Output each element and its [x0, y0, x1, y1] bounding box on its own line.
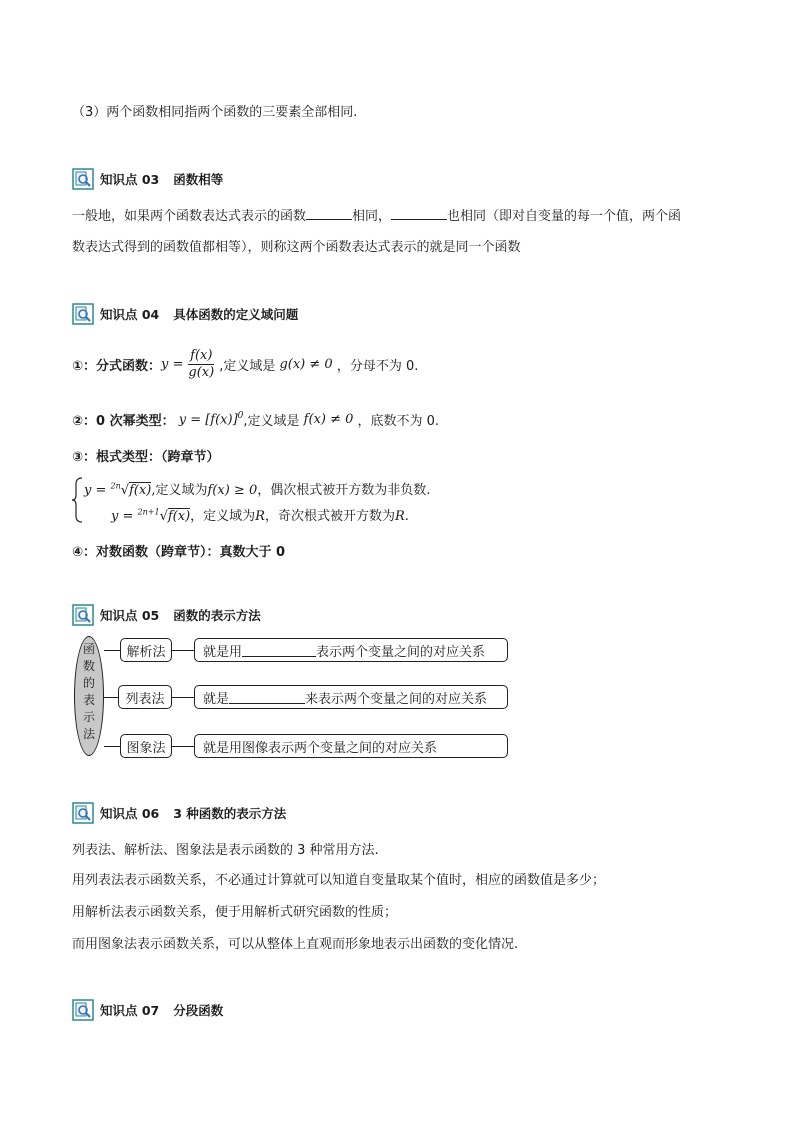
method-name-box: [120, 638, 172, 662]
section-label: 知识点 06: [100, 806, 160, 821]
section-heading-05: [72, 603, 261, 627]
methods-line-2: 用列表法表示函数关系，不必通过计算就可以知道自变量取某个值时，相应的函数值是多少；: [72, 873, 606, 888]
fill-blank[interactable]: [242, 644, 316, 657]
method-desc-box: [194, 685, 508, 709]
connector-line: [104, 697, 118, 698]
connector-line: [172, 650, 194, 651]
item-label: ②：0 次幂类型：: [72, 413, 175, 429]
section-title: 分段函数: [173, 1003, 224, 1018]
knowledge-magnifier-icon: [72, 604, 94, 626]
connector-line: [104, 650, 120, 651]
section-label: 知识点 04: [100, 307, 160, 322]
radical-case-odd: y = $^{2n+1}$√f(x)，定义域为R，奇次根式被开方数为R.: [111, 507, 409, 524]
method-desc-box: [194, 734, 508, 758]
knowledge-magnifier-icon: [72, 168, 94, 190]
text: ，分母不为 0.: [336, 358, 419, 374]
desc-text: 表示两个变量之间的对应关系: [316, 644, 486, 660]
method-name: 解析法: [126, 644, 166, 660]
text: ，奇次根式被开方数为: [264, 509, 395, 524]
fill-blank[interactable]: [306, 207, 352, 220]
center-char: 数: [82, 659, 95, 673]
left-brace: [72, 476, 84, 524]
diagram-center-label: [74, 641, 104, 743]
text: 相同，: [352, 209, 392, 224]
knowledge-magnifier-icon: [72, 999, 94, 1021]
radical-case-even: y = $^{2n}$√f(x),定义域为f(x) ≥ 0，偶次根式被开方数为非负数.: [84, 481, 431, 498]
method-name-box: [120, 734, 172, 758]
method-name: 图象法: [126, 740, 166, 756]
methods-line-4: 而用图象法表示函数关系，可以从整体上直观而形象地表示出函数的变化情况.: [72, 937, 519, 952]
connector-line: [172, 746, 194, 747]
knowledge-magnifier-icon: [72, 303, 94, 325]
section-heading-06: [72, 801, 286, 825]
center-char: 的: [82, 676, 95, 690]
text: 也相同（即对自变量的每一个值，两个函: [447, 209, 682, 224]
desc-text: 来表示两个变量之间的对应关系: [305, 691, 488, 707]
knowledge-magnifier-icon: [72, 802, 94, 824]
section-heading-03: [72, 167, 223, 191]
center-char: 示: [82, 710, 95, 724]
section-title: 函数相等: [173, 172, 224, 187]
section-heading-07: [72, 998, 223, 1022]
fill-blank[interactable]: [391, 207, 447, 220]
text: ，定义域为: [190, 509, 256, 524]
intro-item: （3）两个函数相同指两个函数的三要素全部相同.: [72, 105, 358, 120]
section-heading-04: [72, 302, 298, 326]
domain-item-fraction: [72, 344, 418, 384]
method-desc-box: [194, 638, 508, 662]
center-char: 函: [82, 642, 95, 656]
formula: $y = [f(x)]^0$: [174, 410, 244, 428]
formula: g(x) ≠ 0: [275, 356, 337, 372]
text: ,定义域是: [243, 413, 300, 429]
methods-line-3: 用解析法表示函数关系，便于用解析式研究函数的性质；: [72, 905, 398, 920]
text: ，底数不为 0.: [357, 413, 440, 429]
domain-item-zero-power: [72, 407, 439, 431]
section-title: 具体函数的定义域问题: [173, 307, 299, 322]
desc-text: 就是用图像表示两个变量之间的对应关系: [203, 740, 438, 756]
text: ,定义域是: [219, 358, 276, 374]
desc-text: 就是: [203, 691, 230, 707]
desc-text: 就是用: [203, 644, 243, 660]
method-name: 列表法: [125, 691, 165, 707]
text: ,定义域为: [151, 483, 208, 498]
domain-item-log: ④：对数函数（跨章节）：真数大于 0: [72, 545, 286, 560]
formula: y =: [161, 356, 184, 372]
definition-line-1: [72, 202, 681, 232]
methods-line-1: 列表法、解析法、图象法是表示函数的 3 种常用方法.: [72, 843, 379, 858]
section-label: 知识点 07: [100, 1003, 160, 1018]
method-name-box: [118, 685, 172, 709]
connector-line: [172, 697, 194, 698]
text: 一般地，如果两个函数表达式表示的函数: [72, 209, 307, 224]
center-char: 法: [82, 727, 95, 741]
section-title: 函数的表示方法: [173, 608, 261, 623]
text: ，偶次根式被开方数为非负数.: [257, 483, 431, 498]
section-label: 知识点 05: [100, 608, 160, 623]
section-label: 知识点 03: [100, 172, 160, 187]
center-char: 表: [82, 693, 95, 707]
section-title: 3 种函数的表示方法: [173, 806, 287, 821]
connector-line: [104, 746, 120, 747]
domain-item-radical-label: ③：根式类型：（跨章节）: [72, 450, 220, 465]
fraction-formula: $\frac{f(x)}{g(x)}$: [188, 347, 215, 380]
definition-line-2: 数表达式得到的函数值都相等），则称这两个函数表达式表示的就是同一个函数: [72, 240, 521, 255]
item-label: ①：分式函数：: [72, 358, 162, 374]
formula: f(x) ≠ 0: [299, 411, 358, 427]
fill-blank[interactable]: [229, 691, 305, 704]
